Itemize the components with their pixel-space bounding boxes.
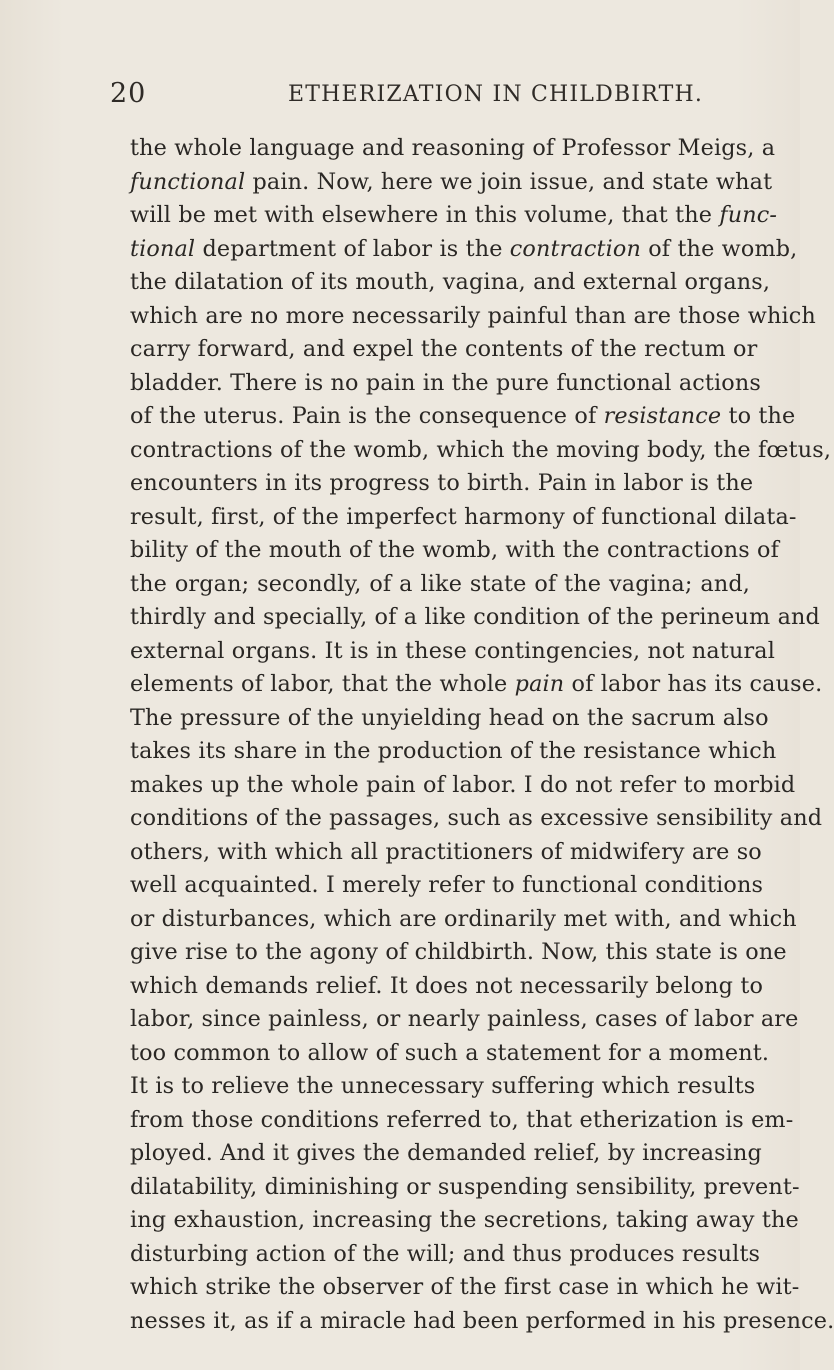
text-segment: external organs. It is in these contingencies, not natural: [130, 637, 775, 664]
text-line: [130, 702, 769, 736]
text-line: [130, 1305, 834, 1339]
text-segment: the organ; secondly, of a like state of the vagina; and,: [130, 570, 750, 597]
text-line: [130, 300, 816, 334]
text-line: [130, 467, 754, 501]
text-segment: pain. Now, here we join issue, and state what: [245, 168, 773, 195]
running-title: ETHERIZATION IN CHILDBIRTH.: [288, 82, 704, 107]
text-line: [130, 769, 796, 803]
text-line: [130, 1171, 800, 1205]
text-segment: from those conditions referred to, that etherization is em-: [130, 1106, 794, 1133]
text-line: [130, 903, 797, 937]
italic-text: tional: [130, 235, 196, 262]
text-segment: disturbing action of the will; and thus produces results: [130, 1240, 761, 1267]
text-segment: or disturbances, which are ordinarily met with, and which: [130, 905, 797, 932]
text-segment: which demands relief. It does not necessarily belong to: [130, 972, 764, 999]
italic-text: contraction: [509, 235, 641, 262]
text-segment: labor, since painless, or nearly painless, cases of labor are: [130, 1006, 799, 1032]
text-segment: It is to relieve the unnecessary suffering which results: [130, 1073, 756, 1099]
text-segment: well acquainted. I merely refer to functional conditions: [130, 872, 764, 898]
text-line: [130, 1003, 799, 1037]
text-segment: contractions of the womb, which the moving body, the fœtus,: [130, 436, 832, 463]
text-segment: dilatability, diminishing or suspending sensibility, prevent-: [130, 1173, 800, 1200]
text-line: [130, 1037, 770, 1071]
text-segment: conditions of the passages, such as excessive sensibility and: [130, 805, 823, 831]
text-line: [130, 1204, 799, 1238]
text-segment: which are no more necessarily painful than are those which: [130, 302, 816, 329]
text-segment: which strike the observer of the first case in which he wit-: [130, 1274, 800, 1300]
text-line: [130, 970, 764, 1004]
text-line: [130, 635, 775, 669]
text-line: [130, 1104, 794, 1138]
text-line: [130, 333, 758, 367]
text-segment: bladder. There is no pain in the pure functional actions: [130, 369, 761, 396]
body-paragraph: [130, 132, 834, 1338]
text-segment: The pressure of the unyielding head on the sacrum also: [130, 704, 769, 731]
text-segment: of the uterus. Pain is the consequence of: [130, 403, 604, 429]
text-line: [130, 568, 750, 602]
text-segment: elements of labor, that the whole: [130, 671, 515, 697]
page-number: 20: [110, 78, 147, 109]
text-line: [130, 199, 778, 233]
text-segment: will be met with elsewhere in this volume, that the: [130, 202, 720, 228]
text-segment: thirdly and specially, of a like condition of the perineum and: [130, 604, 820, 630]
text-line: [130, 400, 796, 434]
italic-text: resistance: [603, 403, 722, 429]
text-segment: ployed. And it gives the demanded relief, by increasing: [130, 1140, 762, 1166]
text-line: [130, 668, 823, 702]
text-line: [130, 132, 776, 166]
text-line: [130, 166, 773, 200]
text-segment: carry forward, and expel the contents of the rectum or: [130, 336, 758, 362]
text-segment: ing exhaustion, increasing the secretions, taking away the: [130, 1207, 799, 1233]
italic-text: func-: [719, 202, 778, 228]
text-line: [130, 601, 820, 635]
text-line: [130, 233, 798, 267]
text-segment: the whole language and reasoning of Professor Meigs, a: [130, 135, 776, 161]
text-line: [130, 836, 762, 870]
text-segment: of the womb,: [641, 235, 798, 262]
text-segment: nesses it, as if a miracle had been performed in his presence.: [130, 1307, 834, 1334]
text-line: [130, 936, 787, 970]
text-segment: makes up the whole pain of labor. I do not refer to morbid: [130, 771, 796, 798]
text-line: [130, 434, 832, 468]
text-line: [130, 869, 764, 903]
text-segment: of labor has its cause.: [564, 671, 823, 697]
text-line: [130, 1070, 756, 1104]
text-segment: to the: [721, 403, 796, 429]
text-line: [130, 1238, 761, 1272]
text-segment: others, with which all practitioners of midwifery are so: [130, 838, 762, 865]
text-segment: department of labor is the: [195, 235, 510, 262]
italic-text: pain: [514, 671, 565, 697]
text-segment: the dilatation of its mouth, vagina, and external organs,: [130, 269, 771, 295]
text-line: [130, 266, 771, 300]
text-segment: bility of the mouth of the womb, with the contractions of: [130, 537, 780, 563]
text-segment: takes its share in the production of the resistance which: [130, 738, 777, 764]
text-segment: encounters in its progress to birth. Pain in labor is the: [130, 470, 754, 496]
text-line: [130, 1137, 762, 1171]
text-line: [130, 735, 777, 769]
running-head: [0, 78, 800, 118]
text-line: [130, 367, 761, 401]
text-segment: result, first, of the imperfect harmony of functional dilata-: [130, 503, 797, 530]
text-line: [130, 802, 823, 836]
italic-text: functional: [130, 168, 246, 195]
text-segment: too common to allow of such a statement for a moment.: [130, 1039, 770, 1066]
text-line: [130, 501, 797, 535]
text-segment: give rise to the agony of childbirth. Now, this state is one: [130, 939, 787, 965]
text-line: [130, 1271, 800, 1305]
text-line: [130, 534, 780, 568]
